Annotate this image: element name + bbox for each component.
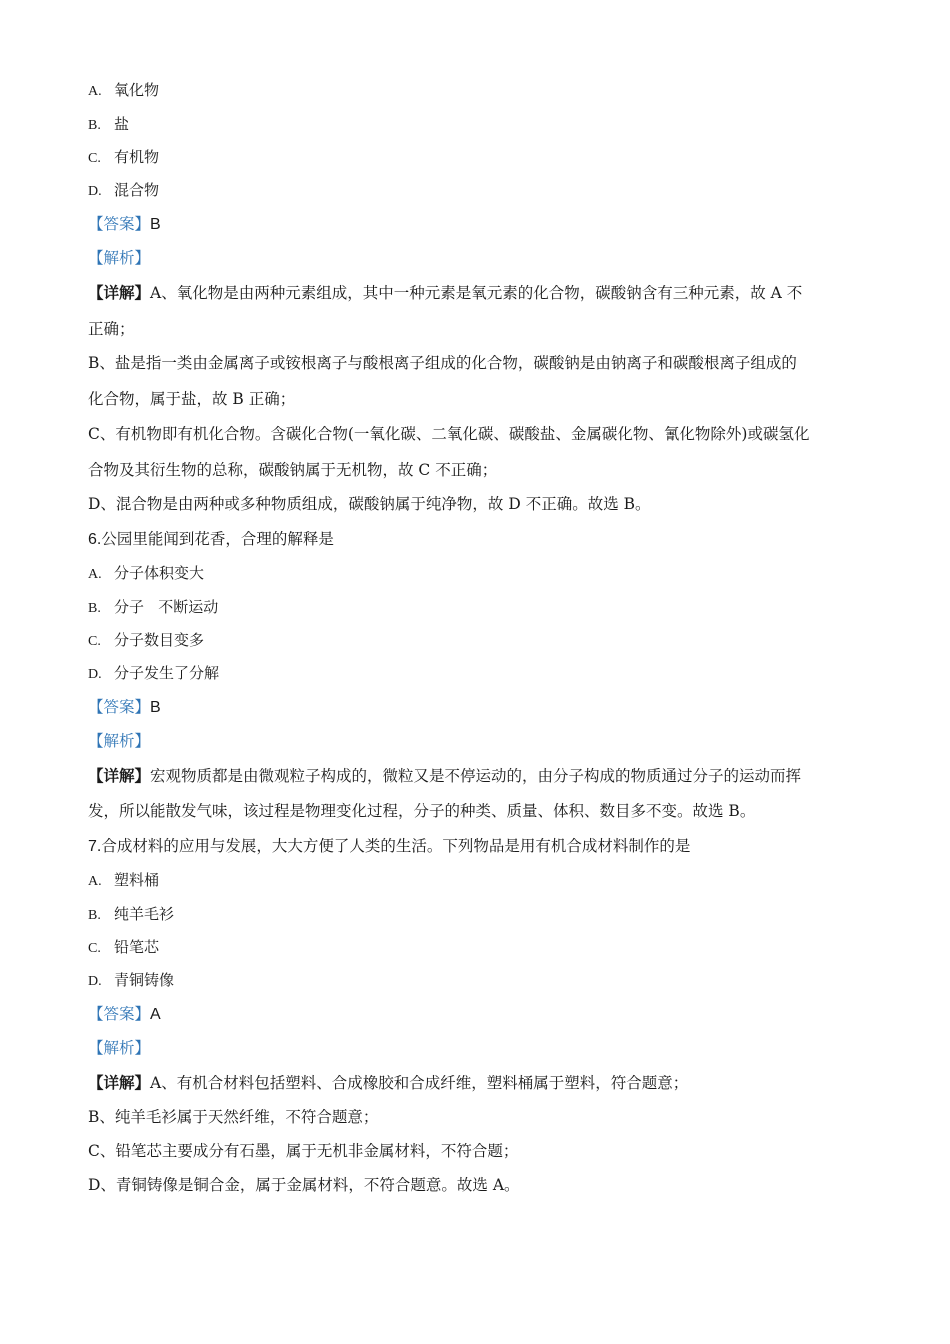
q7-option-b: B. 纯羊毛衫 (88, 905, 175, 923)
q6-option-c: C. 分子数目变多 (88, 631, 205, 649)
q6-option-b: B. 分子 不断运动 (88, 598, 219, 616)
q5-detail-line-3: B、盐是指一类由金属离子或铵根离子与酸根离子组成的化合物，碳酸钠是由钠离子和碳酸根离子组成的 (88, 354, 797, 372)
q5-detail-line-2: 正确； (88, 320, 135, 338)
q5-option-b: B. 盐 (88, 115, 130, 133)
q6-answer: 【答案】B (88, 698, 161, 716)
q7-stem: 7.合成材料的应用与发展，大大方便了人类的生活。下列物品是用有机合成材料制作的是 (88, 837, 691, 855)
q5-detail-line-1: 【详解】A、氧化物是由两种元素组成，其中一种元素是氧元素的化合物，碳酸钠含有三种元素，故 A 不 (88, 283, 803, 302)
q6-detail-line-1: 【详解】宏观物质都是由微观粒子构成的，微粒又是不停运动的，由分子构成的物质通过分子的运动而挥 (88, 766, 802, 785)
q7-detail-line-2: B、纯羊毛衫属于天然纤维，不符合题意； (88, 1108, 379, 1126)
q6-analysis-tag: 【解析】 (88, 732, 151, 750)
q6-option-a: A. 分子体积变大 (88, 564, 205, 582)
q7-detail-line-1: 【详解】A、有机合材料包括塑料、合成橡胶和合成纤维，塑料桶属于塑料，符合题意； (88, 1073, 689, 1092)
q5-detail-line-4: 化合物，属于盐，故 B 正确； (88, 390, 296, 408)
q7-analysis-tag: 【解析】 (88, 1039, 151, 1057)
q6-option-d: D. 分子发生了分解 (88, 664, 220, 682)
q7-detail-line-4: D、青铜铸像是铜合金，属于金属材料，不符合题意。故选 A。 (88, 1176, 520, 1194)
q5-option-c: C. 有机物 (88, 148, 160, 166)
q7-option-d: D. 青铜铸像 (88, 971, 175, 989)
q6-stem: 6.公园里能闻到花香，合理的解释是 (88, 530, 334, 548)
q5-detail-line-7: D、混合物是由两种或多种物质组成，碳酸钠属于纯净物，故 D 不正确。故选 B。 (88, 495, 651, 513)
q7-detail-line-3: C、铅笔芯主要成分有石墨，属于无机非金属材料，不符合题； (88, 1142, 519, 1160)
q5-option-d: D. 混合物 (88, 181, 160, 199)
q5-detail-line-5: C、有机物即有机化合物。含碳化合物(一氧化碳、二氧化碳、碳酸盐、金属碳化物、氰化物除外)或碳氢化 (88, 425, 810, 443)
q5-detail-line-6: 合物及其衍生物的总称，碳酸钠属于无机物，故 C 不正确； (88, 461, 498, 479)
q5-analysis-tag: 【解析】 (88, 249, 151, 267)
q7-option-a: A. 塑料桶 (88, 871, 160, 889)
q5-answer: 【答案】B (88, 215, 161, 233)
q5-option-a: A. 氧化物 (88, 81, 160, 99)
q7-answer: 【答案】A (88, 1005, 161, 1023)
q7-option-c: C. 铅笔芯 (88, 938, 160, 956)
q6-detail-line-2: 发，所以能散发气味，该过程是物理变化过程，分子的种类、质量、体积、数目多不变。故选 B。 (88, 802, 756, 820)
